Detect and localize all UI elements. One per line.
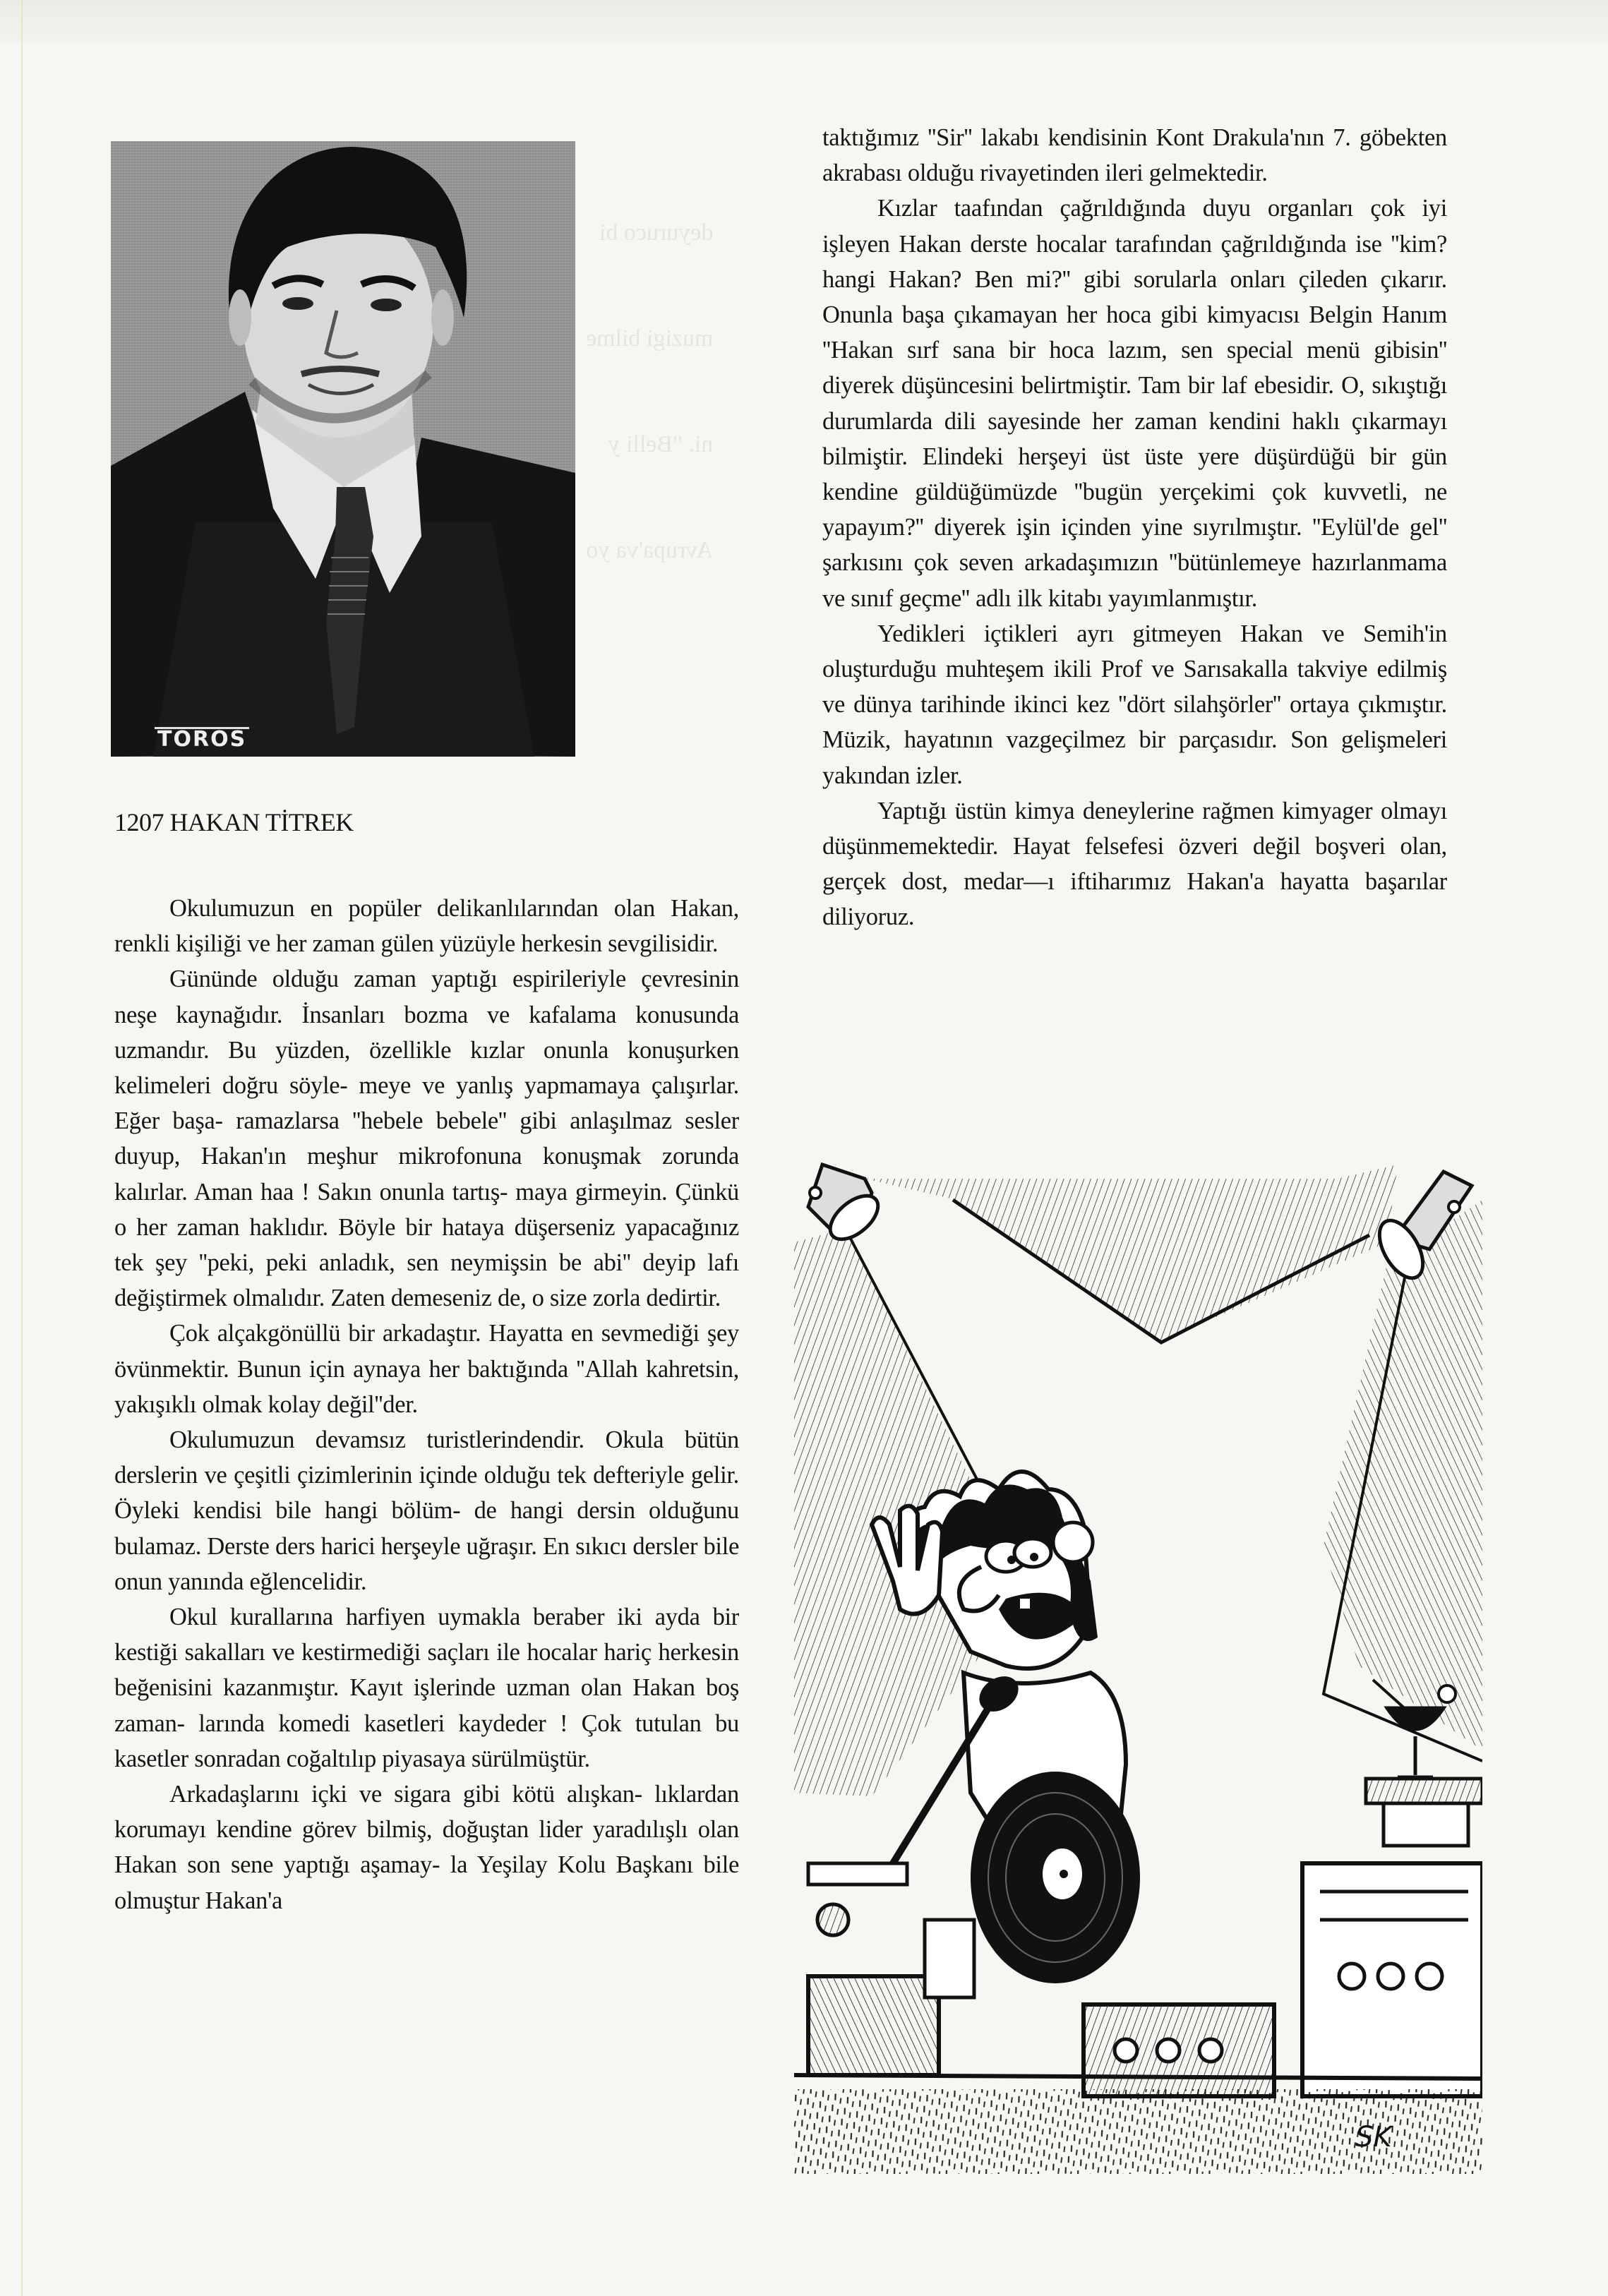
page-binding-edge [21, 0, 23, 2296]
turntable-unit [1084, 2005, 1274, 2096]
equipment-rack [1302, 1779, 1482, 2096]
paragraph: Yaptığı üstün kimya deneylerine rağmen kimyager olmayı düşünmemektedir. Hayat felsefesi özveri değil boşveri olan, gerçek dost, medar—ı iftiharımız Hakan'a hayatta başarılar diliyoruz. [822, 797, 1447, 931]
vinyl-record-icon [971, 1772, 1140, 1983]
dj-cartoon-illustration [794, 1158, 1482, 2174]
bleed-through-text [586, 145, 713, 603]
paragraph: Çok alçakgönüllü bir arkadaştır. Hayatta en sevmediği şey övünmektir. Bunun için aynaya her baktığında ''Allah kahretsin, yakışıklı olmak kolay değil''der. [114, 1320, 739, 1418]
light-beam-top [865, 1165, 1398, 1341]
bleed-line: Avrupa'va yo [586, 537, 714, 563]
paragraph: Okul kurallarına harfiyen uymakla beraber iki ayda bir kestiği sakalları ve kestirmediği saçları ile hocalar hariç herkesin beğenisini kazanmıştır. Kayıt işlerinde uzman olan Hakan boş zaman- larında komedi kasetleri kaydeder ! Çok tutulan bu kasetler sonradan coğaltılıp piyasaya sürülmüştür. [114, 1604, 739, 1772]
artist-signature: SK [1355, 2121, 1392, 2153]
paragraph: taktığımız ''Sir'' lakabı kendisinin Kont Drakula'nın 7. göbekten akrabası olduğu rivayetinden ileri gelmektedir. [822, 124, 1447, 187]
paragraph: Okulumuzun en popüler delikanlılarından olan Hakan, renkli kişiliği ve her zaman gülen yüzüyle herkesin sevgilisidir. [114, 895, 739, 958]
cartoon-drawing [794, 1158, 1482, 2174]
right-text-column [822, 120, 1447, 935]
bleed-line: muzigi bilme [586, 325, 714, 351]
portrait-drawing [111, 141, 575, 757]
page-top-band [0, 0, 1608, 44]
paragraph: Gününde olduğu zaman yaptığı espirileriyle çevresinin neşe kaynağıdır. İnsanları bozma ve kafalama konusunda uzmandır. Bu yüzden, özellikle kızlar onunla konuşurken kelimeleri doğru söyle- meye ve yanlış yapmamaya çalışırlar. Eğer başa- ramazlarsa ''hebele bebele'' gibi anlaşılmaz sesler duyup, Hakan'ın meşhur mikrofonuna konuşmak zorunda kalırlar. Aman haa ! Sakın onunla tartış- maya girmeyin. Çünkü o her zaman haklıdır. Böyle bir hataya düşerseniz yapacağınız tek şey ''peki, peki anladık, sen neymişsin be abi'' deyip lafı değiştirmek olmalıdır. Zaten demeseniz de, o size zorla dedirtir. [114, 966, 739, 1312]
spotlight-left-icon [808, 1165, 886, 1248]
left-text-column [114, 891, 739, 1918]
paragraph: Yedikleri içtikleri ayrı gitmeyen Hakan ve Semih'in oluşturduğu muhteşem ikili Prof ve Sarısakalla takviye edilmiş ve dünya tarihinde ikinci kez ''dört silahşörler'' ortaya çıkmıştır. Müzik, hayatının vazgeçilmez bir parçasıdır. Son gelişmeleri yakından izler. [822, 620, 1447, 789]
student-name-heading: 1207 HAKAN TİTREK [114, 808, 354, 836]
paragraph: Kızlar taafından çağrıldığında duyu organları çok iyi işleyen Hakan derste hocalar tarafından çağrıldığında ise ''kim? hangi Hakan? Ben mi?'' gibi sorularla onları çileden çıkarır. Onunla başa çıkamayan her hoca gibi kimyacısı Belgin Hanım ''Hakan sırf sana bir hoca lazım, sen special menü gibisin'' diyerek düşüncesini belirtmiştir. Tam bir laf ebesidir. O, sıkıştığı durumlarda dili sayesinde her zaman kendini haklı çıkarmayı bilmiştir. Elindeki herşeyi üst üste yere düşürdüğü bir gün kendine güldüğümüzde ''bugün yerçekimi çok kuvvetli, ne yapayım?'' diyerek işin içinden yine sıyrılmıştır. ''Eylül'de gel'' şarkısını çok seven arkadaşımızın ''bütünlemeye hazırlanmama ve sınıf geçme'' adlı ilk kitabı yayımlanmıştır. [822, 195, 1447, 612]
paragraph: Arkadaşlarını içki ve sigara gibi kötü alışkan- lıklardan korumayı kendine görev bilmiş, doğuştan lider yaradılışlı olan Hakan son sene yaptığı aşamay- la Yeşilay Kolu Başkanı bile olmuştur Hakan'a [114, 1781, 739, 1914]
bleed-line: deyuruco bi [599, 220, 714, 246]
studio-badge: TOROS [155, 727, 249, 750]
portrait-photo [111, 141, 575, 757]
bleed-line: ni. "Belli y [608, 431, 714, 457]
paragraph: Okulumuzun devamsız turistlerindendir. Okula bütün derslerin ve çeşitli çizimlerinin içinde olduğu tek defteriyle gelir. Öyleki kendisi bile hangi bölüm- de hangi dersin olduğunu bulamaz. Derste ders harici herşeyle uğraşır. En sıkıcı dersler bile onun yanında eğlencelidir. [114, 1426, 739, 1595]
